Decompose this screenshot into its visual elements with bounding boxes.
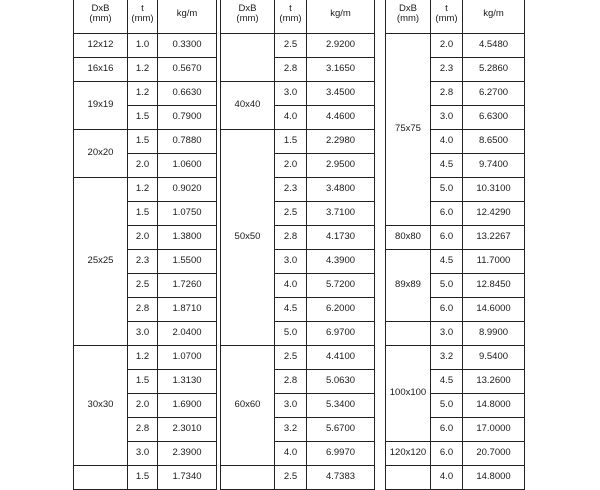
weight-cell: 0.6630	[158, 82, 217, 106]
weight-cell: 2.9500	[307, 154, 375, 178]
table-row	[74, 346, 217, 370]
thickness-cell: 1.5	[128, 370, 158, 394]
spec-table-panel-1	[73, 0, 217, 490]
weight-column-header: kg/m	[307, 0, 375, 34]
spec-table-panel-3	[385, 0, 525, 490]
spec-table	[73, 0, 217, 490]
thickness-cell: 6.0	[431, 226, 463, 250]
thickness-cell: 3.0	[275, 250, 307, 274]
weight-column-header: kg/m	[463, 0, 525, 34]
thickness-cell: 2.0	[275, 154, 307, 178]
weight-cell: 10.3100	[463, 178, 525, 202]
thickness-column-header: t (mm)	[128, 0, 158, 34]
weight-cell: 4.1730	[307, 226, 375, 250]
thickness-cell: 5.0	[431, 178, 463, 202]
weight-cell: 4.4600	[307, 106, 375, 130]
table-row	[74, 178, 217, 202]
thickness-cell: 1.5	[128, 466, 158, 490]
thickness-cell: 2.3	[431, 58, 463, 82]
weight-cell: 9.5400	[463, 346, 525, 370]
thickness-cell: 4.5	[431, 154, 463, 178]
thickness-cell: 2.0	[431, 34, 463, 58]
weight-cell: 20.7000	[463, 442, 525, 466]
table-row	[221, 346, 375, 370]
thickness-cell: 2.5	[275, 466, 307, 490]
weight-cell: 5.0630	[307, 370, 375, 394]
thickness-cell: 5.0	[431, 274, 463, 298]
size-cell	[386, 322, 431, 346]
weight-cell: 0.3300	[158, 34, 217, 58]
weight-cell: 1.3800	[158, 226, 217, 250]
thickness-cell: 2.8	[275, 58, 307, 82]
weight-cell: 13.2267	[463, 226, 525, 250]
spec-table-panel-2	[220, 0, 375, 490]
weight-cell: 0.5670	[158, 58, 217, 82]
size-cell: 75x75	[386, 34, 431, 226]
thickness-cell: 2.0	[128, 394, 158, 418]
thickness-cell: 4.0	[431, 130, 463, 154]
thickness-cell: 3.0	[431, 322, 463, 346]
thickness-cell: 1.5	[275, 130, 307, 154]
weight-cell: 0.9020	[158, 178, 217, 202]
thickness-cell: 2.5	[275, 346, 307, 370]
thickness-cell: 2.5	[275, 34, 307, 58]
size-cell: 19x19	[74, 82, 128, 130]
thickness-cell: 6.0	[431, 298, 463, 322]
size-cell: 30x30	[74, 346, 128, 466]
spec-table	[385, 0, 525, 490]
weight-cell: 1.3130	[158, 370, 217, 394]
weight-cell: 0.7900	[158, 106, 217, 130]
table-row	[386, 250, 525, 274]
table-row	[221, 466, 375, 490]
weight-cell: 4.5480	[463, 34, 525, 58]
weight-cell: 5.2860	[463, 58, 525, 82]
weight-cell: 6.9700	[307, 322, 375, 346]
weight-cell: 1.0600	[158, 154, 217, 178]
size-cell: 89x89	[386, 250, 431, 322]
thickness-cell: 3.2	[431, 346, 463, 370]
size-cell: 120x120	[386, 442, 431, 466]
thickness-cell: 2.3	[128, 250, 158, 274]
thickness-cell: 2.8	[275, 370, 307, 394]
weight-column-header: kg/m	[158, 0, 217, 34]
table-row	[386, 322, 525, 346]
table-row	[74, 466, 217, 490]
size-cell: 16x16	[74, 58, 128, 82]
thickness-cell: 4.0	[431, 466, 463, 490]
thickness-cell: 6.0	[431, 442, 463, 466]
size-column-header: DxB (mm)	[386, 0, 431, 34]
spec-table	[220, 0, 375, 490]
thickness-column-header: t (mm)	[275, 0, 307, 34]
weight-cell: 1.0700	[158, 346, 217, 370]
weight-cell: 3.1650	[307, 58, 375, 82]
weight-cell: 2.0400	[158, 322, 217, 346]
thickness-cell: 3.2	[275, 418, 307, 442]
table-row	[221, 130, 375, 154]
table-row	[386, 346, 525, 370]
weight-cell: 14.8000	[463, 394, 525, 418]
thickness-cell: 4.5	[431, 250, 463, 274]
table-row	[221, 82, 375, 106]
size-cell: 80x80	[386, 226, 431, 250]
weight-cell: 5.3400	[307, 394, 375, 418]
thickness-cell: 2.8	[431, 82, 463, 106]
size-cell	[221, 34, 275, 82]
table-row	[74, 82, 217, 106]
weight-cell: 3.4500	[307, 82, 375, 106]
weight-cell: 1.8710	[158, 298, 217, 322]
weight-cell: 4.7383	[307, 466, 375, 490]
weight-cell: 1.6900	[158, 394, 217, 418]
thickness-cell: 6.0	[431, 202, 463, 226]
size-column-header: DxB (mm)	[221, 0, 275, 34]
weight-cell: 0.7880	[158, 130, 217, 154]
thickness-cell: 2.5	[128, 274, 158, 298]
thickness-cell: 4.0	[275, 442, 307, 466]
size-cell: 20x20	[74, 130, 128, 178]
thickness-cell: 3.0	[275, 394, 307, 418]
thickness-cell: 4.5	[275, 298, 307, 322]
weight-cell: 14.6000	[463, 298, 525, 322]
weight-cell: 6.2000	[307, 298, 375, 322]
size-cell	[221, 466, 275, 490]
weight-cell: 1.0750	[158, 202, 217, 226]
weight-cell: 2.3010	[158, 418, 217, 442]
thickness-cell: 5.0	[275, 322, 307, 346]
weight-cell: 8.6500	[463, 130, 525, 154]
weight-cell: 6.6300	[463, 106, 525, 130]
weight-cell: 2.2980	[307, 130, 375, 154]
thickness-cell: 1.2	[128, 346, 158, 370]
thickness-cell: 2.8	[275, 226, 307, 250]
weight-cell: 12.4290	[463, 202, 525, 226]
thickness-cell: 1.2	[128, 58, 158, 82]
weight-cell: 5.7200	[307, 274, 375, 298]
thickness-cell: 2.0	[128, 226, 158, 250]
weight-cell: 2.9200	[307, 34, 375, 58]
thickness-cell: 4.5	[431, 370, 463, 394]
weight-cell: 9.7400	[463, 154, 525, 178]
table-row	[221, 34, 375, 58]
thickness-cell: 3.0	[128, 322, 158, 346]
thickness-cell: 1.0	[128, 34, 158, 58]
thickness-cell: 4.0	[275, 106, 307, 130]
weight-cell: 4.3900	[307, 250, 375, 274]
size-cell	[74, 466, 128, 490]
table-row	[386, 226, 525, 250]
weight-cell: 5.6700	[307, 418, 375, 442]
size-cell: 100x100	[386, 346, 431, 442]
thickness-cell: 1.5	[128, 130, 158, 154]
thickness-cell: 5.0	[431, 394, 463, 418]
table-row	[386, 34, 525, 58]
size-column-header: DxB (mm)	[74, 0, 128, 34]
table-row	[386, 442, 525, 466]
thickness-cell: 1.2	[128, 82, 158, 106]
weight-cell: 3.4800	[307, 178, 375, 202]
thickness-cell: 3.0	[275, 82, 307, 106]
thickness-cell: 1.5	[128, 202, 158, 226]
thickness-cell: 2.3	[275, 178, 307, 202]
weight-cell: 3.7100	[307, 202, 375, 226]
thickness-cell: 2.0	[128, 154, 158, 178]
weight-cell: 17.0000	[463, 418, 525, 442]
size-cell: 50x50	[221, 130, 275, 346]
table-row	[74, 130, 217, 154]
thickness-column-header: t (mm)	[431, 0, 463, 34]
thickness-cell: 3.0	[128, 442, 158, 466]
thickness-cell: 1.2	[128, 178, 158, 202]
weight-cell: 11.7000	[463, 250, 525, 274]
weight-cell: 14.8000	[463, 466, 525, 490]
table-row	[74, 58, 217, 82]
thickness-cell: 2.5	[275, 202, 307, 226]
thickness-cell: 2.8	[128, 298, 158, 322]
weight-cell: 2.3900	[158, 442, 217, 466]
thickness-cell: 2.8	[128, 418, 158, 442]
thickness-cell: 3.0	[431, 106, 463, 130]
table-row	[74, 34, 217, 58]
weight-cell: 6.9970	[307, 442, 375, 466]
thickness-cell: 1.5	[128, 106, 158, 130]
weight-cell: 13.2600	[463, 370, 525, 394]
weight-cell: 1.7340	[158, 466, 217, 490]
weight-cell: 1.5500	[158, 250, 217, 274]
weight-cell: 1.7260	[158, 274, 217, 298]
size-cell: 60x60	[221, 346, 275, 466]
weight-cell: 8.9900	[463, 322, 525, 346]
size-cell	[386, 466, 431, 490]
thickness-cell: 4.0	[275, 274, 307, 298]
thickness-cell: 6.0	[431, 418, 463, 442]
size-cell: 25x25	[74, 178, 128, 346]
table-row	[386, 466, 525, 490]
size-cell: 12x12	[74, 34, 128, 58]
weight-cell: 4.4100	[307, 346, 375, 370]
weight-cell: 6.2700	[463, 82, 525, 106]
size-cell: 40x40	[221, 82, 275, 130]
weight-cell: 12.8450	[463, 274, 525, 298]
